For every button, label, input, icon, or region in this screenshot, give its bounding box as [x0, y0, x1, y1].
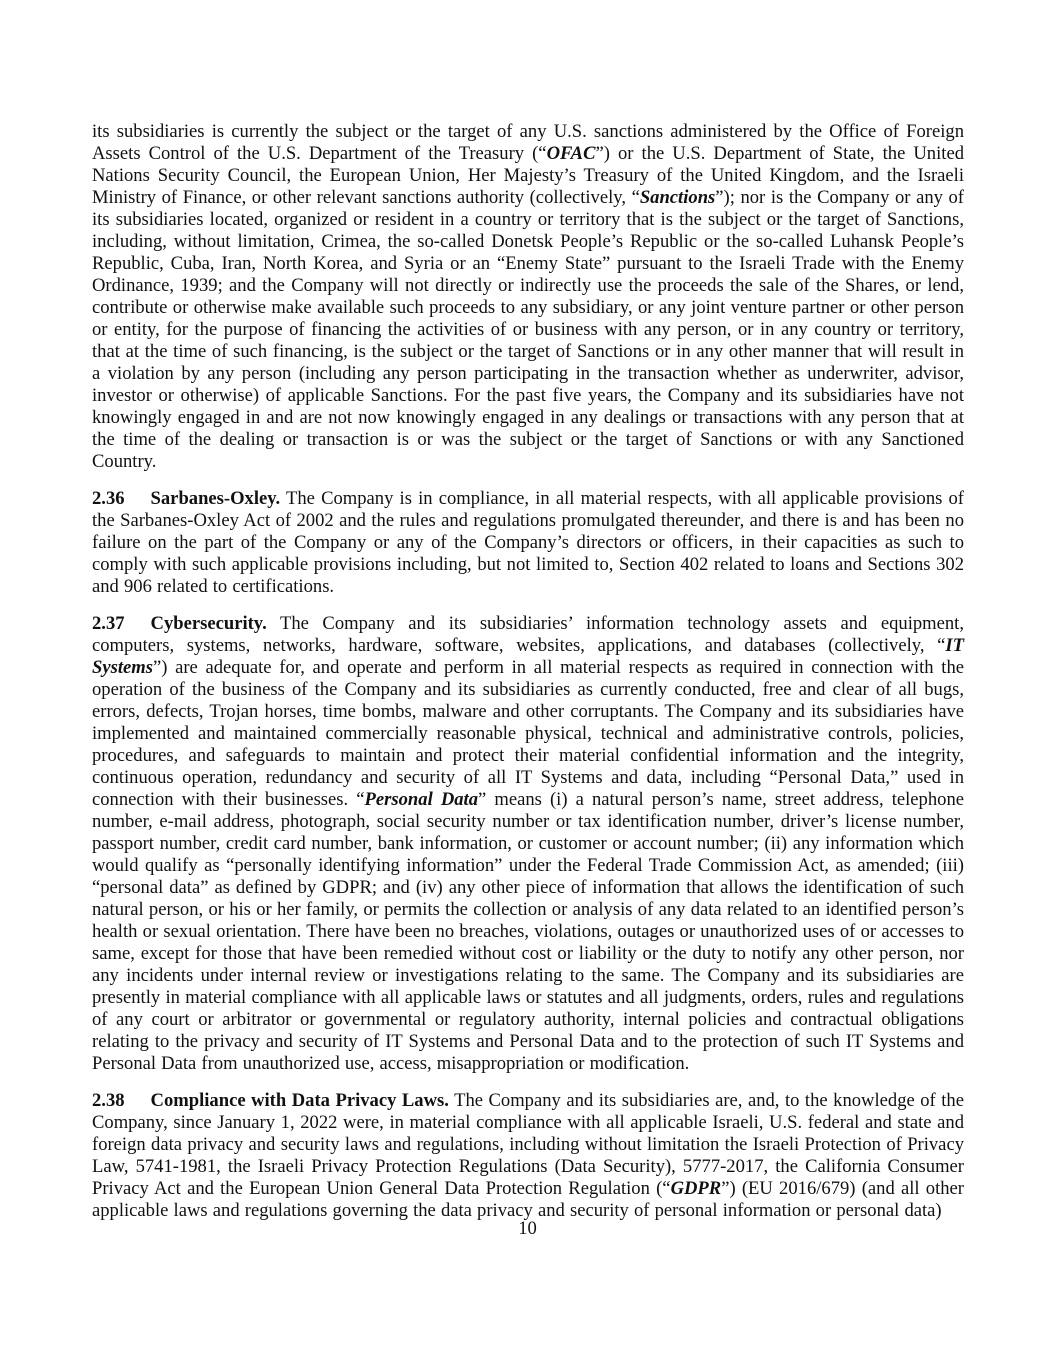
defined-term: GDPR — [670, 1178, 722, 1199]
page-number: 10 — [518, 1218, 537, 1239]
text-segment: ”) (EU 2016/679) (and all other applicable laws and regulations governing the data privacy and security of personal information or personal data) — [92, 1178, 964, 1221]
text-segment: ” means (i) a natural person’s name, street address, telephone number, e-mail address, photograph, social security number or tax identification number, driver’s license number, passport number, credit card number, bank information, or customer or account number; (ii) any information which would qualify as “personally identifying information” under the Federal Trade Commission Act, as amended; (iii) “personal data” as defined by GDPR; and (iv) any other piece of information that allows the identification of such natural person, or his or her family, or permits the collection or analysis of any data related to an identified person’s health or sexual orientation. There have been no breaches, violations, outages or unauthorized uses of or accesses to same, except for those that have been remedied without cost or liability or the duty to notify any other person, nor any incidents under internal review or investigations relating to the same. The Company and its subsidiaries are presently in material compliance with all applicable laws or statutes and all judgments, orders, rules and regulations of any court or arbitrator or governmental or regulatory authority, internal policies and contractual obligations relating to the privacy and security of IT Systems and Personal Data and to the protection of such IT Systems and Personal Data from unauthorized use, access, misappropriation or modification. — [92, 789, 964, 1074]
section-heading: 2.38 — [92, 1090, 125, 1111]
text-segment: The Company is in compliance, in all material respects, with all applicable provisions of the Sarbanes-Oxley Act of 2002 and the rules and regulations promulgated thereunder, and there is and has been no failure on the part of the Company or any of the Company’s directors or officers, in their capacities as such to comply with such applicable provisions including, but not limited to, Section 402 related to loans and Sections 302 and 906 related to certifications. — [92, 488, 964, 597]
section-heading: 2.37 — [92, 613, 125, 634]
defined-term: Personal Data — [364, 789, 479, 810]
defined-term: OFAC — [546, 143, 596, 164]
defined-term: IT Systems — [92, 635, 964, 678]
paragraph — [92, 488, 964, 598]
section-heading: Sarbanes-Oxley. — [150, 488, 281, 509]
paragraph — [92, 1090, 964, 1222]
document-body — [92, 121, 964, 1237]
paragraph — [92, 121, 964, 473]
text-segment: ”) are adequate for, and operate and perform in all material respects as required in connection with the operation of the business of the Company and its subsidiaries as currently conducted, free and clear of all bugs, errors, defects, Trojan horses, time bombs, malware and other corruptants. The Company and its subsidiaries have implemented and maintained commercially reasonable physical, technical and administrative controls, policies, procedures, and safeguards to maintain and protect their material confidential information and the integrity, continuous operation, redundancy and security of all IT Systems and data, including “Personal Data,” used in connection with their businesses. “ — [92, 657, 964, 810]
text-segment: its subsidiaries is currently the subject or the target of any U.S. sanctions administered by the Office of Foreign Assets Control of the U.S. Department of the Treasury (“ — [92, 121, 964, 164]
text-segment: The Company and its subsidiaries’ information technology assets and equipment, computers, systems, networks, hardware, software, websites, applications, and databases (collectively, “ — [92, 613, 964, 656]
section-heading: Compliance with Data Privacy Laws. — [150, 1090, 449, 1111]
paragraph — [92, 613, 964, 1075]
text-segment: ”) or the U.S. Department of State, the United Nations Security Council, the European Union, Her Majesty’s Treasury of the United Kingdom, and the Israeli Ministry of Finance, or other relevant sanctions authority (collectively, “ — [92, 143, 964, 208]
text-segment: ”); nor is the Company or any of its subsidiaries located, organized or resident in a country or territory that is the subject or the target of Sanctions, including, without limitation, Crimea, the so-called Donetsk People’s Republic or the so-called Luhansk People’s Republic, Cuba, Iran, North Korea, and Syria or an “Enemy State” pursuant to the Israeli Trade with the Enemy Ordinance, 1939; and the Company will not directly or indirectly use the proceeds the sale of the Shares, or lend, contribute or otherwise make available such proceeds to any subsidiary, or any joint venture partner or other person or entity, for the purpose of financing the activities of or business with any person, or in any country or territory, that at the time of such financing, is the subject or the target of Sanctions or in any other manner that will result in a violation by any person (including any person participating in the transaction whether as underwriter, advisor, investor or otherwise) of applicable Sanctions. For the past five years, the Company and its subsidiaries have not knowingly engaged in and are not now knowingly engaged in any dealings or transactions with any person that at the time of the dealing or transaction is or was the subject or the target of Sanctions or with any Sanctioned Country. — [92, 187, 964, 472]
defined-term: Sanctions — [639, 187, 716, 208]
text-segment: The Company and its subsidiaries are, and, to the knowledge of the Company, since January 1, 2022 were, in material compliance with all applicable Israeli, U.S. federal and state and foreign data privacy and security laws and regulations, including without limitation the Israeli Protection of Privacy Law, 5741-1981, the Israeli Privacy Protection Regulations (Data Security), 5777-2017, the California Consumer Privacy Act and the European Union General Data Protection Regulation (“ — [92, 1090, 964, 1199]
section-heading: Cybersecurity. — [150, 613, 267, 634]
section-heading: 2.36 — [92, 488, 125, 509]
